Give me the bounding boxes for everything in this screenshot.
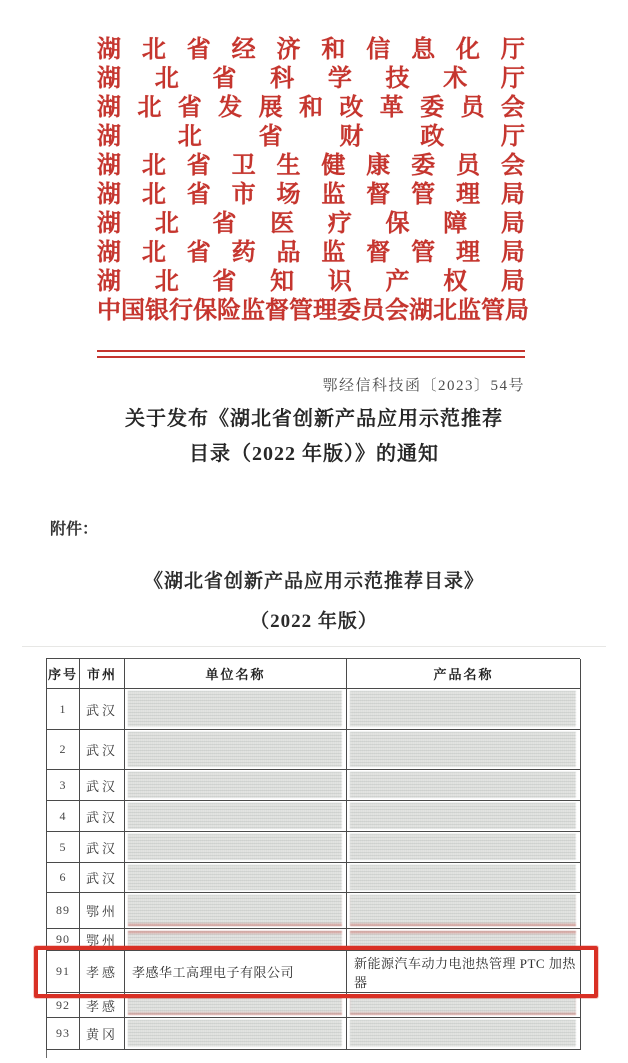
unit-name-text: 孝感华工高理电子有限公司 (132, 965, 295, 980)
table-row (47, 689, 580, 730)
city-cell: 黄冈 (80, 1018, 125, 1050)
redacted-text-block (128, 895, 342, 926)
city-cell: 孝感 (80, 993, 125, 1018)
product-name-cell (347, 993, 581, 1018)
agency-name-line: 湖 北 省 市 场 监 督 管 理 局 (97, 182, 525, 208)
unit-name-cell (125, 929, 347, 951)
table-header-row (47, 659, 580, 689)
agency-name-line: 湖 北 省 发 展 和 改 革 委 员 会 (97, 95, 525, 121)
catalog-title (0, 562, 628, 642)
product-name-cell (347, 1018, 581, 1050)
redacted-text-block (128, 772, 342, 798)
redacted-text-block (128, 995, 342, 1015)
product-name-cell (347, 730, 581, 770)
product-name-cell (347, 929, 581, 951)
row-number-cell: 2 (47, 730, 80, 770)
redacted-text-block (350, 691, 576, 727)
product-name-cell (347, 863, 581, 893)
unit-name-cell (125, 801, 347, 832)
redacted-text-block (350, 995, 576, 1015)
row-number-cell: 6 (47, 863, 80, 893)
agency-name-line: 湖 北 省 医 疗 保 障 局 (97, 211, 525, 237)
redacted-text-block (350, 895, 576, 926)
redacted-text-block (350, 772, 576, 798)
agency-name-line: 湖 北 省 经 济 和 信 息 化 厅 (97, 37, 525, 63)
product-name-text: 新能源汽车动力电池热管理 PTC 加热器 (354, 955, 576, 990)
notice-title-line1: 关于发布《湖北省创新产品应用示范推荐 (125, 408, 503, 430)
product-name-cell (347, 832, 581, 863)
city-cell: 武汉 (80, 832, 125, 863)
redacted-text-block (350, 931, 576, 948)
table-row (47, 801, 580, 832)
redacted-text-block (128, 691, 342, 727)
agency-name-line: 湖 北 省 卫 生 健 康 委 员 会 (97, 153, 525, 179)
unit-name-cell (125, 893, 347, 929)
table-row (47, 929, 580, 951)
row-number-cell: 1 (47, 689, 80, 730)
city-cell: 鄂州 (80, 893, 125, 929)
catalog-table (46, 658, 580, 1050)
table-row-highlighted (47, 951, 580, 993)
row-number-cell: 3 (47, 770, 80, 801)
row-number-cell: 89 (47, 893, 80, 929)
city-cell: 武汉 (80, 770, 125, 801)
row-number-cell: 93 (47, 1018, 80, 1050)
table-row (47, 993, 580, 1018)
table-row (47, 832, 580, 863)
product-name-cell (347, 801, 581, 832)
city-cell: 鄂州 (80, 929, 125, 951)
product-name-cell (347, 689, 581, 730)
row-number-cell: 4 (47, 801, 80, 832)
column-header: 序号 (47, 659, 80, 689)
catalog-title-line1: 《湖北省创新产品应用示范推荐目录》 (143, 571, 484, 592)
city-cell: 武汉 (80, 730, 125, 770)
unit-name-cell (125, 832, 347, 863)
redacted-text-block (350, 865, 576, 890)
agency-name-line: 湖 北 省 科 学 技 术 厅 (97, 66, 525, 92)
row-number-cell: 91 (47, 951, 80, 993)
table-row (47, 1018, 580, 1050)
column-header: 单位名称 (125, 659, 347, 689)
agency-name-line: 湖 北 省 药 品 监 督 管 理 局 (97, 240, 525, 266)
product-name-cell (347, 951, 581, 993)
red-double-separator (97, 350, 525, 358)
unit-name-cell (125, 1018, 347, 1050)
redacted-text-block (350, 1020, 576, 1047)
agency-name-line: 湖 北 省 知 识 产 权 局 (97, 269, 525, 295)
red-header-agency-list (97, 36, 529, 326)
agency-name-line: 中 国 银 行 保 险 监 督 管 理 委 员 会 湖 北 监 管 局 (97, 298, 529, 324)
city-cell: 武汉 (80, 801, 125, 832)
redacted-text-block (350, 834, 576, 860)
row-number-cell: 5 (47, 832, 80, 863)
row-number-cell: 92 (47, 993, 80, 1018)
document-number: 鄂经信科技函〔2023〕54号 (322, 378, 525, 394)
scan-seam-line (22, 646, 606, 647)
unit-name-cell (125, 770, 347, 801)
unit-name-cell (125, 863, 347, 893)
notice-title (0, 402, 628, 472)
redacted-text-block (128, 1020, 342, 1047)
column-header: 市州 (80, 659, 125, 689)
redacted-text-block (350, 803, 576, 829)
unit-name-cell (125, 951, 347, 993)
notice-title-line2: 目录（2022 年版）》的通知 (189, 443, 439, 465)
unit-name-cell (125, 689, 347, 730)
redacted-text-block (128, 865, 342, 890)
unit-name-cell (125, 993, 347, 1018)
unit-name-cell (125, 730, 347, 770)
table-row (47, 730, 580, 770)
redacted-text-block (128, 803, 342, 829)
redacted-text-block (350, 732, 576, 767)
redacted-text-block (128, 931, 342, 948)
product-name-cell (347, 770, 581, 801)
redacted-text-block (128, 732, 342, 767)
table-row (47, 893, 580, 929)
agency-name-line: 湖 北 省 财 政 厅 (97, 124, 525, 150)
row-number-cell: 90 (47, 929, 80, 951)
attachment-label: 附件： (50, 521, 99, 538)
city-cell: 武汉 (80, 863, 125, 893)
city-cell: 武汉 (80, 689, 125, 730)
redacted-text-block (128, 834, 342, 860)
catalog-title-line2: （2022 年版） (250, 611, 378, 632)
table-row (47, 863, 580, 893)
city-cell: 孝感 (80, 951, 125, 993)
product-name-cell (347, 893, 581, 929)
column-header: 产品名称 (347, 659, 581, 689)
table-row (47, 770, 580, 801)
